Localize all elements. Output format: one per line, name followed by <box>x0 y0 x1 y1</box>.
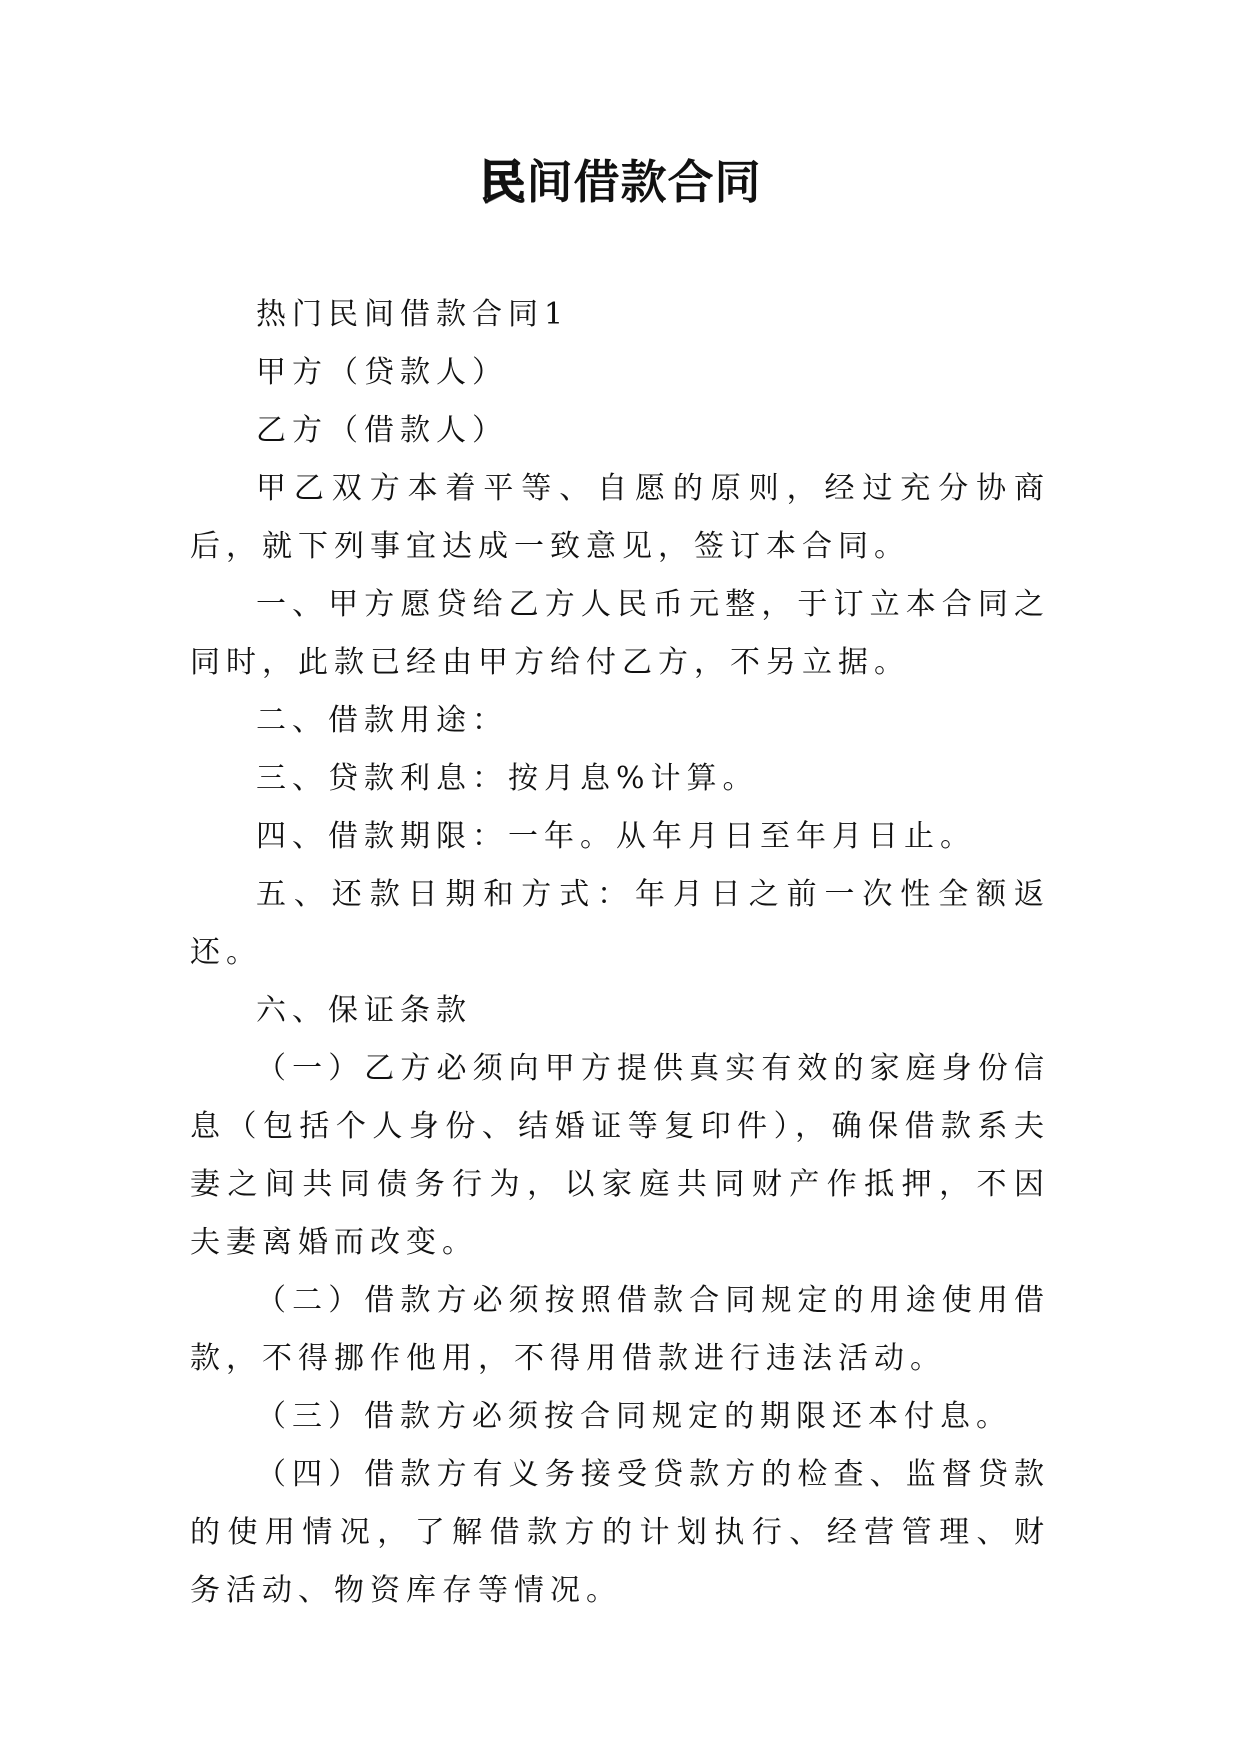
clause-3-interest: 三、贷款利息：按月息%计算。 <box>256 761 759 796</box>
document-title <box>0 150 1241 214</box>
guarantee-item-3: （三）借款方必须按合同规定的期限还本付息。 <box>256 1399 1012 1434</box>
document-body <box>190 286 1050 1620</box>
guarantee-item-4: （四）借款方有义务接受贷款方的检查、监督贷款的使用情况，了解借款方的计划执行、经营管理、财务活动、物资库存等情况。 <box>190 1457 1050 1608</box>
paragraph-heading: 热门民间借款合同1 <box>256 297 570 332</box>
paragraph-party-b: 乙方（借款人） <box>256 413 508 448</box>
title-rest: 间借款合同 <box>526 155 762 209</box>
clause-1-amount: 一、甲方愿贷给乙方人民币元整，于订立本合同之同时，此款已经由甲方给付乙方，不另立据。 <box>190 587 1050 680</box>
clause-5-repayment: 五、还款日期和方式：年月日之前一次性全额返还。 <box>190 877 1050 970</box>
clause-6-guarantee: 六、保证条款 <box>256 993 472 1028</box>
paragraph-preamble: 甲乙双方本着平等、自愿的原则，经过充分协商后，就下列事宜达成一致意见，签订本合同。 <box>190 471 1050 564</box>
clause-4-term: 四、借款期限：一年。从年月日至年月日止。 <box>256 819 976 854</box>
clause-2-purpose: 二、借款用途： <box>256 703 508 738</box>
title-first-char: 民 <box>479 155 527 209</box>
guarantee-item-2: （二）借款方必须按照借款合同规定的用途使用借款，不得挪作他用，不得用借款进行违法活动。 <box>190 1283 1050 1376</box>
guarantee-item-1: （一）乙方必须向甲方提供真实有效的家庭身份信息（包括个人身份、结婚证等复印件），确保借款系夫妻之间共同债务行为，以家庭共同财产作抵押，不因夫妻离婚而改变。 <box>190 1051 1050 1260</box>
paragraph-party-a: 甲方（贷款人） <box>256 355 508 390</box>
